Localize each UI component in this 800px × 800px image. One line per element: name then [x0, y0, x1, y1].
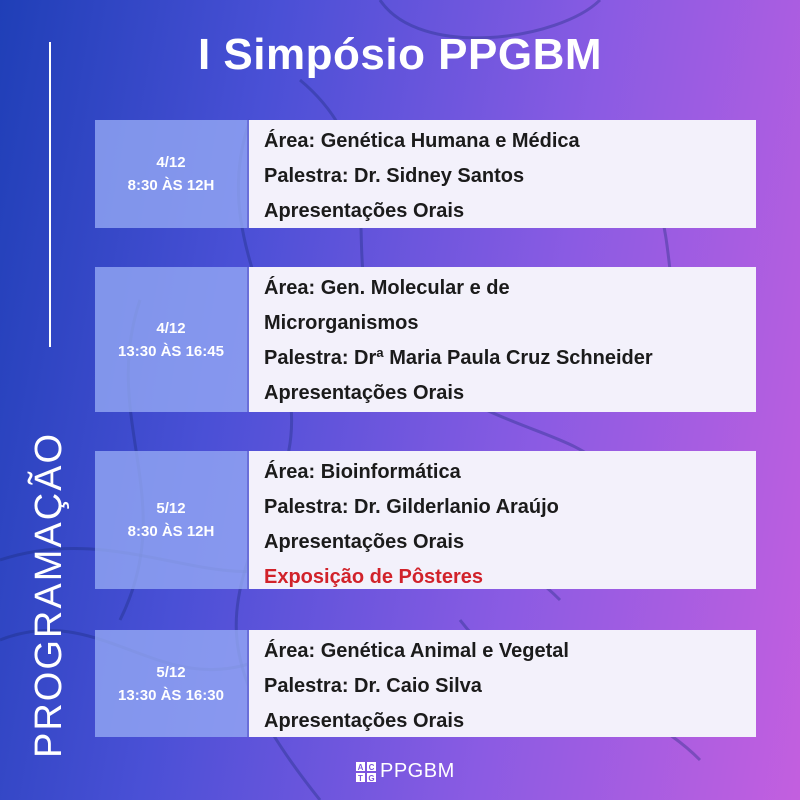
session-talk: Palestra: Dr. Sidney Santos — [264, 165, 525, 187]
session-time: 13:30 ÀS 16:45 — [118, 342, 224, 360]
logo-letter: T — [355, 772, 366, 783]
session-block — [95, 451, 756, 589]
session-presentations: Apresentações Orais — [264, 200, 465, 222]
session-datetime — [95, 267, 247, 412]
dna-letters-icon — [355, 761, 377, 783]
footer-text: PPGBM — [380, 760, 455, 782]
session-talk: Palestra: Dr. Gilderlanio Araújo — [264, 496, 559, 518]
session-talk: Palestra: Dr. Caio Silva — [264, 675, 482, 697]
session-info — [249, 451, 756, 589]
session-block — [95, 630, 756, 737]
logo-letter: G — [366, 772, 377, 783]
session-datetime — [95, 120, 247, 228]
session-area: Área: Bioinformática — [264, 461, 461, 483]
session-date: 5/12 — [156, 500, 186, 517]
poster-exhibition: Exposição de Pôsteres — [264, 566, 483, 588]
page-title: I Simpósio PPGBM — [197, 30, 603, 79]
session-talk: Palestra: Drª Maria Paula Cruz Schneider — [264, 347, 653, 369]
logo-letter: A — [355, 761, 366, 772]
vertical-divider — [49, 42, 51, 347]
session-presentations: Apresentações Orais — [264, 382, 465, 404]
logo-letter: C — [366, 761, 377, 772]
footer-logo — [355, 760, 455, 783]
session-presentations: Apresentações Orais — [264, 710, 465, 732]
session-date: 5/12 — [156, 663, 186, 681]
session-datetime — [95, 630, 247, 737]
session-area: Área: Genética Humana e Médica — [264, 130, 580, 152]
session-info — [249, 120, 756, 228]
session-info — [249, 630, 756, 737]
session-block — [95, 267, 756, 412]
session-area: Área: Genética Animal e Vegetal — [264, 640, 569, 662]
session-datetime — [95, 451, 247, 589]
session-date: 4/12 — [156, 154, 186, 171]
session-area-continued: Microrganismos — [264, 312, 419, 334]
session-area: Área: Gen. Molecular e de — [264, 277, 510, 299]
session-time: 13:30 ÀS 16:30 — [118, 686, 224, 704]
session-time: 8:30 ÀS 12H — [127, 177, 215, 194]
session-block — [95, 120, 756, 228]
session-time: 8:30 ÀS 12H — [127, 523, 215, 540]
side-label: PROGRAMAÇÃO — [28, 431, 70, 758]
session-presentations: Apresentações Orais — [264, 531, 465, 553]
session-date: 4/12 — [156, 319, 186, 337]
session-info — [249, 267, 756, 412]
